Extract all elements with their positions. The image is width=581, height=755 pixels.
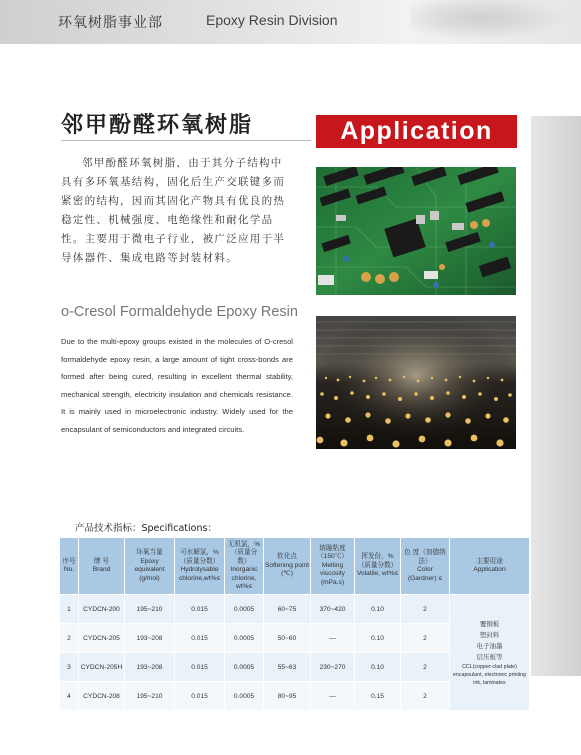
cell-epoxy: 193~208 (125, 624, 175, 653)
cell-no: 1 (60, 595, 79, 624)
world-map-decoration (411, 0, 581, 44)
cell-epoxy: 195~210 (125, 682, 175, 711)
table-header-row (60, 538, 530, 595)
cell-brand: CYDCN-205H (79, 653, 125, 682)
app-cn-line: 塑封料 (479, 631, 500, 639)
header-no: 序号 No. (60, 538, 79, 595)
division-name-cn: 环氧树脂事业部 (58, 15, 163, 31)
cell-hydro: 0.015 (175, 653, 225, 682)
header-epoxy-equivalent: 环氧当量 Epoxy equivalent (g/mol) (125, 538, 175, 595)
app-cn-line: 覆铜板 (479, 620, 500, 628)
header-hydrolysable-chlorine: 可水解氯，%（质量分数） Hydrolysable chlorine,wt%≤ (175, 538, 225, 595)
circuit-board-photo (316, 167, 516, 295)
cell-soft: 80~95 (264, 682, 311, 711)
description-cn: 邻甲酚醛环氧树脂，由于其分子结构中具有多环氧基结构，固化后生产交联键多而紧密的结构，因而其固化产物具有优良的热稳定性、机械强度、电绝缘性和耐化学品性。主要用于微电子行业，被广泛应用于半导体器件、集成电路等封装材料。 (61, 157, 286, 264)
header-application: 主要用途 Application (450, 538, 530, 595)
cell-brand: CYDCN-205 (79, 624, 125, 653)
cell-hydro: 0.015 (175, 624, 225, 653)
table-row (60, 595, 530, 624)
cell-brand: CYDCN-208 (79, 682, 125, 711)
cell-visc: — (311, 682, 355, 711)
cell-brand: CYDCN-200 (79, 595, 125, 624)
app-cn-line: 电子油墨 (476, 642, 503, 650)
title-divider (61, 140, 311, 141)
cell-color: 2 (401, 624, 450, 653)
specifications-table (59, 537, 530, 711)
app-en-text: CCL(copper-clad plate) encapsulant, electronic printing ink, laminates (452, 663, 527, 686)
cell-no: 3 (60, 653, 79, 682)
cell-color: 2 (401, 682, 450, 711)
product-name-en: o-Cresol Formaldehyde Epoxy Resin (61, 304, 298, 320)
cell-inorg: 0.0005 (225, 682, 264, 711)
header-softening-point: 软化点 Softening point (℃) (264, 538, 311, 595)
page-header (0, 0, 581, 44)
header-melting-viscosity: 熔融粘度（150℃） Melting viscosity (mPa.s) (311, 538, 355, 595)
cell-volatile: 0.15 (355, 682, 401, 711)
cell-volatile: 0.10 (355, 595, 401, 624)
cell-soft: 50~60 (264, 624, 311, 653)
side-decoration (531, 116, 581, 676)
cell-soft: 55~63 (264, 653, 311, 682)
cell-volatile: 0.10 (355, 653, 401, 682)
division-name-en: Epoxy Resin Division (206, 12, 338, 28)
cell-inorg: 0.0005 (225, 653, 264, 682)
cell-epoxy: 195~210 (125, 595, 175, 624)
cell-application (450, 595, 530, 711)
header-brand: 牌 号 Brand (79, 538, 125, 595)
application-banner: Application (316, 115, 517, 148)
cell-no: 4 (60, 682, 79, 711)
cell-soft: 60~75 (264, 595, 311, 624)
cell-inorg: 0.0005 (225, 624, 264, 653)
cell-visc: 370~420 (311, 595, 355, 624)
specifications-title: 产品技术指标：Specifications： (75, 523, 217, 534)
cell-epoxy: 193~208 (125, 653, 175, 682)
header-volatile: 挥发份，%（质量分数） Volatile, wt%≤ (355, 538, 401, 595)
cell-hydro: 0.015 (175, 595, 225, 624)
app-cn-line: 层压板等 (476, 653, 503, 661)
page-title: 邻甲酚醛环氧树脂 (61, 112, 254, 138)
production-line-photo (316, 316, 516, 449)
cell-color: 2 (401, 653, 450, 682)
header-color: 色 度（加德纳法） Color (Gardner) ≤ (401, 538, 450, 595)
header-inorganic-chlorine: 无机氯，%（质量分数） Inorganic chlorine, wt%≤ (225, 538, 264, 595)
cell-hydro: 0.015 (175, 682, 225, 711)
cell-color: 2 (401, 595, 450, 624)
cell-no: 2 (60, 624, 79, 653)
cell-inorg: 0.0005 (225, 595, 264, 624)
description-en: Due to the multi-epoxy groups existed in the molecules of O-cresol formaldehyde epoxy resin, a large amount of tight cross-bonds are formed after being cured, resulting in excellent thermal stability, mechanical strength, electricity insulation and chemicals resistance. It is mainly used in microelectronic industry. Widely used for the encapsulant of semiconductors and integrated circuits. (61, 337, 293, 434)
cell-volatile: 0.10 (355, 624, 401, 653)
cell-visc: 230~270 (311, 653, 355, 682)
cell-visc: — (311, 624, 355, 653)
